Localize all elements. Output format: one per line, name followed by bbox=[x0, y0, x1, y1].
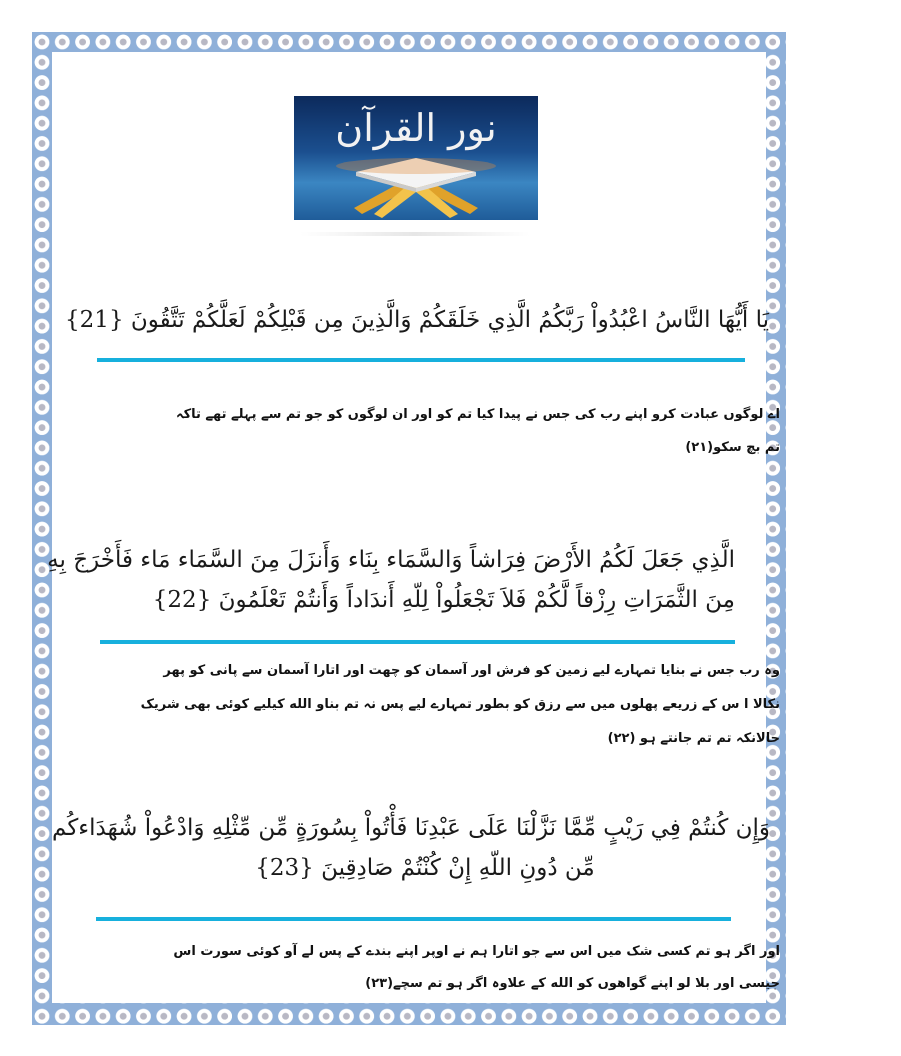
verse-23-translation bbox=[60, 936, 780, 1000]
translation-line: اور اگر ہو تم کسی شک میں اس سے جو اتارا ہم نے اوپر اپنے بندے کے پس لے آو کوئی سورت اس bbox=[173, 944, 780, 959]
arabic-line: مِنَ الثَّمَرَاتِ رِزْقاً لَّكُمْ فَلاَ تَجْعَلُواْ لِلّهِ أَندَاداً وَأَنتُمْ تَعْلَمُونَ {22} bbox=[152, 587, 735, 613]
verse-22-arabic bbox=[47, 540, 735, 620]
arabic-line: وَإِن كُنتُمْ فِي رَيْبٍ مِّمَّا نَزَّلْنَا عَلَى عَبْدِنَا فَأْتُواْ بِسُورَةٍ مِّن مِّثْلِهِ وَادْعُواْ شُهَدَاءكُم bbox=[52, 815, 770, 841]
logo-title: نور القرآن bbox=[335, 106, 497, 150]
noor-ul-quran-logo bbox=[294, 96, 538, 220]
arabic-line: مِّن دُونِ اللّهِ إِنْ كُنْتُمْ صَادِقِينَ {23} bbox=[255, 855, 595, 881]
translation-line: تم بچ سکو(۲۱) bbox=[685, 440, 780, 455]
divider-rule bbox=[100, 640, 735, 644]
divider-rule bbox=[97, 358, 745, 362]
verse-21-translation bbox=[60, 398, 780, 464]
arabic-line: الَّذِي جَعَلَ لَكُمُ الأَرْضَ فِرَاشاً وَالسَّمَاء بِنَاء وَأَنزَلَ مِنَ السَّمَاء مَاء فَأَخْرَجَ بِهِ bbox=[47, 547, 735, 573]
divider-rule bbox=[96, 917, 731, 921]
translation-line: وہ رب جس نے بنایا تمہارے لیے زمین کو فرش اور آسمان کو چھت اور اتارا آسمان سے پانی کو پھر bbox=[163, 663, 780, 678]
translation-line: نکالا ا س کے زریعے پھلوں میں سے رزق کو بطور تمہارے لیے پس نہ تم بناو الله کیلیے کوئی بھی شریک bbox=[140, 697, 780, 712]
translation-line: جیسی اور بلا لو اپنے گواھوں کو الله کے علاوہ اگر ہو تم سچے(۲۳) bbox=[365, 976, 780, 991]
verse-21-arabic bbox=[60, 300, 774, 340]
verse-23-arabic bbox=[52, 808, 770, 888]
verse-22-translation bbox=[60, 654, 780, 756]
translation-line: اے لوگوں عبادت کرو اپنے رب کی جس نے پیدا کیا تم کو اور ان لوگوں کو جو تم سے پہلے تھے تاکہ bbox=[175, 407, 780, 422]
translation-line: حالانکہ تم تم جانتے ہو (۲۲) bbox=[607, 731, 780, 746]
logo-shadow bbox=[300, 232, 530, 236]
arabic-line: يَا أَيُّهَا النَّاسُ اعْبُدُواْ رَبَّكُمُ الَّذِي خَلَقَكُمْ وَالَّذِينَ مِن قَبْلِكُمْ لَعَلَّكُمْ تَتَّقُونَ {21} bbox=[65, 307, 769, 333]
